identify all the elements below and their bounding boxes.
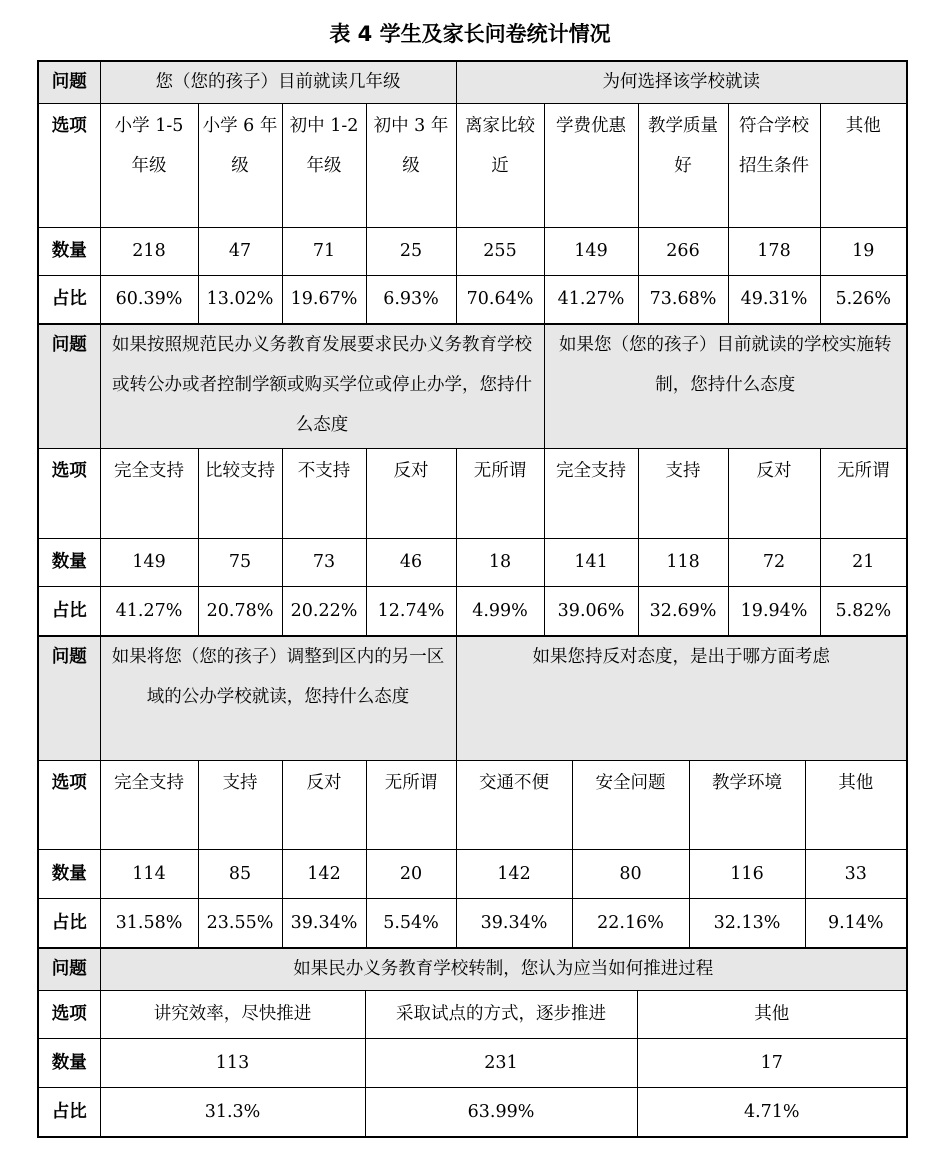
- row-label-ratio: 占比: [38, 586, 100, 636]
- row-label-question: 问题: [38, 324, 100, 448]
- count-cell: 141: [544, 538, 638, 586]
- count-cell: 25: [366, 227, 456, 275]
- question-cell: 如果您持反对态度，是出于哪方面考虑: [456, 636, 907, 760]
- option-cell: 初中 1-2 年级: [282, 103, 366, 227]
- ratio-cell: 5.54%: [366, 898, 456, 948]
- option-cell: 反对: [728, 448, 820, 538]
- option-cell: 支持: [198, 760, 282, 849]
- count-cell: 17: [637, 1038, 907, 1087]
- count-cell: 218: [100, 227, 198, 275]
- ratio-cell: 32.69%: [638, 586, 728, 636]
- row-label-ratio: 占比: [38, 1087, 100, 1137]
- option-cell: 小学 6 年级: [198, 103, 282, 227]
- count-cell: 18: [456, 538, 544, 586]
- ratio-cell: 31.3%: [100, 1087, 365, 1137]
- ratio-cell: 12.74%: [366, 586, 456, 636]
- option-cell: 完全支持: [544, 448, 638, 538]
- option-cell: 无所谓: [366, 760, 456, 849]
- ratio-cell: 6.93%: [366, 275, 456, 324]
- option-cell: 小学 1-5 年级: [100, 103, 198, 227]
- option-cell: 初中 3 年级: [366, 103, 456, 227]
- count-cell: 75: [198, 538, 282, 586]
- count-cell: 114: [100, 849, 198, 898]
- ratio-cell: 22.16%: [572, 898, 689, 948]
- row-label-option: 选项: [38, 448, 100, 538]
- row-label-question: 问题: [38, 948, 100, 990]
- count-cell: 255: [456, 227, 544, 275]
- row-label-count: 数量: [38, 227, 100, 275]
- question-cell: 为何选择该学校就读: [456, 61, 907, 103]
- option-cell: 完全支持: [100, 760, 198, 849]
- question-cell: 如果按照规范民办义务教育发展要求民办义务教育学校或转公办或者控制学额或购买学位或停止办学，您持什么态度: [100, 324, 544, 448]
- ratio-cell: 60.39%: [100, 275, 198, 324]
- option-cell: 无所谓: [820, 448, 907, 538]
- option-cell: 无所谓: [456, 448, 544, 538]
- survey-section-reform-process: [37, 947, 908, 1138]
- row-label-option: 选项: [38, 990, 100, 1038]
- count-cell: 85: [198, 849, 282, 898]
- question-cell: 如果将您（您的孩子）调整到区内的另一区域的公办学校就读，您持什么态度: [100, 636, 456, 760]
- count-cell: 71: [282, 227, 366, 275]
- count-cell: 231: [365, 1038, 637, 1087]
- row-label-option: 选项: [38, 103, 100, 227]
- option-cell: 离家比较近: [456, 103, 544, 227]
- option-cell: 反对: [366, 448, 456, 538]
- row-label-option: 选项: [38, 760, 100, 849]
- ratio-cell: 41.27%: [100, 586, 198, 636]
- count-cell: 33: [805, 849, 907, 898]
- ratio-cell: 4.71%: [637, 1087, 907, 1137]
- count-cell: 47: [198, 227, 282, 275]
- count-cell: 46: [366, 538, 456, 586]
- survey-section-relocation: [37, 635, 908, 949]
- ratio-cell: 70.64%: [456, 275, 544, 324]
- ratio-cell: 20.22%: [282, 586, 366, 636]
- option-cell: 反对: [282, 760, 366, 849]
- row-label-ratio: 占比: [38, 275, 100, 324]
- ratio-cell: 49.31%: [728, 275, 820, 324]
- count-cell: 21: [820, 538, 907, 586]
- ratio-cell: 19.94%: [728, 586, 820, 636]
- ratio-cell: 73.68%: [638, 275, 728, 324]
- row-label-count: 数量: [38, 538, 100, 586]
- question-cell: 如果您（您的孩子）目前就读的学校实施转制，您持什么态度: [544, 324, 907, 448]
- count-cell: 73: [282, 538, 366, 586]
- ratio-cell: 9.14%: [805, 898, 907, 948]
- option-cell: 其他: [805, 760, 907, 849]
- ratio-cell: 31.58%: [100, 898, 198, 948]
- option-cell: 教学环境: [689, 760, 805, 849]
- option-cell: 安全问题: [572, 760, 689, 849]
- count-cell: 80: [572, 849, 689, 898]
- ratio-cell: 5.82%: [820, 586, 907, 636]
- count-cell: 113: [100, 1038, 365, 1087]
- option-cell: 其他: [637, 990, 907, 1038]
- ratio-cell: 5.26%: [820, 275, 907, 324]
- ratio-cell: 39.06%: [544, 586, 638, 636]
- count-cell: 178: [728, 227, 820, 275]
- count-cell: 19: [820, 227, 907, 275]
- ratio-cell: 19.67%: [282, 275, 366, 324]
- count-cell: 266: [638, 227, 728, 275]
- count-cell: 149: [544, 227, 638, 275]
- row-label-count: 数量: [38, 1038, 100, 1087]
- ratio-cell: 32.13%: [689, 898, 805, 948]
- row-label-count: 数量: [38, 849, 100, 898]
- option-cell: 比较支持: [198, 448, 282, 538]
- ratio-cell: 39.34%: [282, 898, 366, 948]
- option-cell: 不支持: [282, 448, 366, 538]
- option-cell: 讲究效率，尽快推进: [100, 990, 365, 1038]
- ratio-cell: 4.99%: [456, 586, 544, 636]
- table-title: 表 4 学生及家长问卷统计情况: [329, 22, 611, 46]
- option-cell: 教学质量好: [638, 103, 728, 227]
- option-cell: 支持: [638, 448, 728, 538]
- survey-section-attitude-to-reform: [37, 323, 908, 637]
- count-cell: 142: [456, 849, 572, 898]
- count-cell: 142: [282, 849, 366, 898]
- ratio-cell: 63.99%: [365, 1087, 637, 1137]
- count-cell: 72: [728, 538, 820, 586]
- count-cell: 20: [366, 849, 456, 898]
- survey-section-grade-and-reason: [37, 60, 908, 325]
- question-cell: 您（您的孩子）目前就读几年级: [100, 61, 456, 103]
- count-cell: 149: [100, 538, 198, 586]
- ratio-cell: 20.78%: [198, 586, 282, 636]
- option-cell: 采取试点的方式，逐步推进: [365, 990, 637, 1038]
- count-cell: 118: [638, 538, 728, 586]
- row-label-ratio: 占比: [38, 898, 100, 948]
- ratio-cell: 39.34%: [456, 898, 572, 948]
- count-cell: 116: [689, 849, 805, 898]
- row-label-question: 问题: [38, 61, 100, 103]
- ratio-cell: 13.02%: [198, 275, 282, 324]
- question-cell: 如果民办义务教育学校转制，您认为应当如何推进过程: [100, 948, 907, 990]
- option-cell: 完全支持: [100, 448, 198, 538]
- ratio-cell: 23.55%: [198, 898, 282, 948]
- option-cell: 符合学校招生条件: [728, 103, 820, 227]
- ratio-cell: 41.27%: [544, 275, 638, 324]
- option-cell: 其他: [820, 103, 907, 227]
- option-cell: 学费优惠: [544, 103, 638, 227]
- row-label-question: 问题: [38, 636, 100, 760]
- option-cell: 交通不便: [456, 760, 572, 849]
